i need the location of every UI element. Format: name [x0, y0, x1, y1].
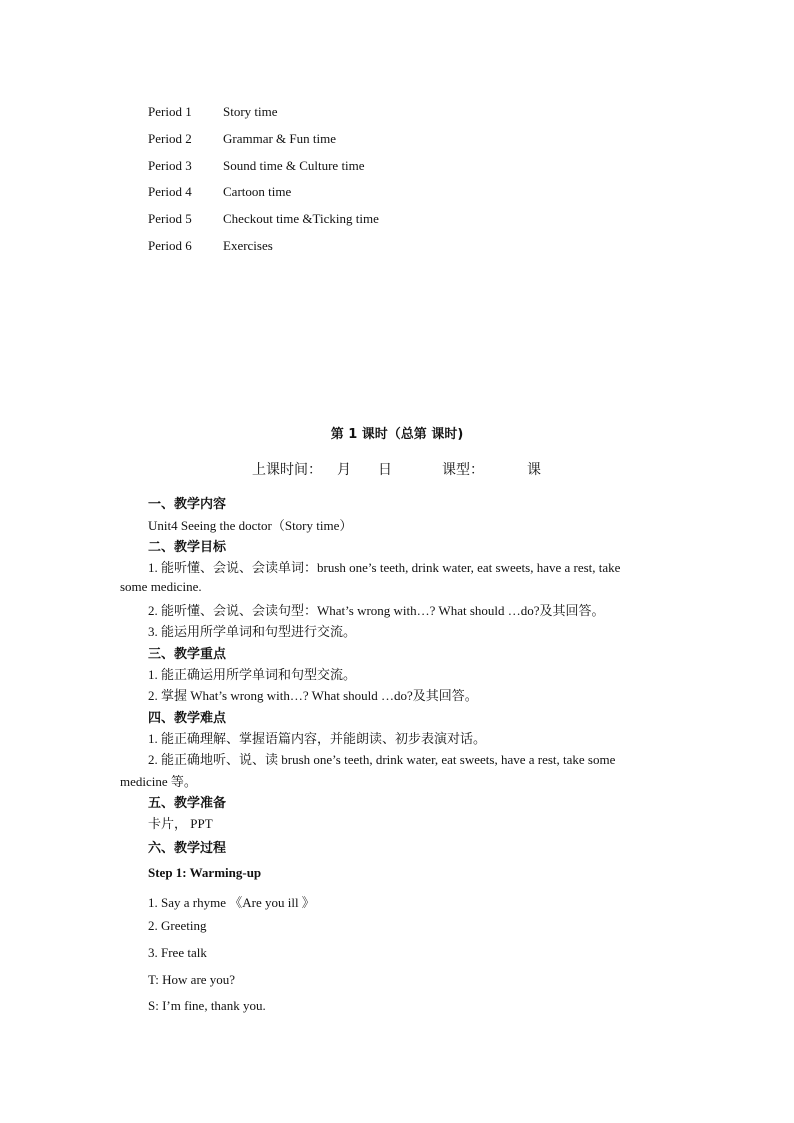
section-heading: 二、教学目标	[148, 540, 227, 555]
period-title: Cartoon time	[223, 184, 292, 199]
lesson-header: 第 1 课时（总第 课时)	[330, 427, 464, 442]
objective-item: 2. 能听懂、会说、会读句型：What’s wrong with…? What should …do?及其回答。	[148, 603, 605, 618]
section-heading: 三、教学重点	[148, 647, 227, 662]
period-number: Period 4	[148, 184, 192, 199]
difficulty-item-continued: medicine 等。	[120, 774, 197, 789]
step-heading: Step 1: Warming-up	[148, 865, 262, 880]
step-item: 2. Greeting	[148, 918, 207, 933]
section-text: Unit4 Seeing the doctor（Story time）	[148, 518, 353, 533]
period-title: Checkout time &Ticking time	[223, 211, 379, 226]
dialogue-line: T: How are you?	[148, 972, 236, 987]
day-label: 日	[378, 462, 392, 478]
section-heading: 五、教学准备	[148, 796, 227, 811]
objective-item: 1. 能听懂、会说、会读单词：brush one’s teeth, drink water, eat sweets, have a rest, take	[148, 560, 621, 575]
period-title: Sound time & Culture time	[223, 158, 365, 173]
period-title: Exercises	[223, 238, 273, 253]
lesson-label: 课	[527, 462, 541, 478]
period-number: Period 5	[148, 211, 192, 226]
key-point-item: 1. 能正确运用所学单词和句型交流。	[148, 667, 357, 682]
section-heading: 六、教学过程	[148, 841, 227, 856]
lesson-type-label: 课型：	[442, 462, 484, 478]
difficulty-item: 2. 能正确地听、说、读 brush one’s teeth, drink water, eat sweets, have a rest, take some	[148, 752, 616, 767]
objective-item: 3. 能运用所学单词和句型进行交流。	[148, 624, 357, 639]
step-item: 3. Free talk	[148, 945, 207, 960]
dialogue-line: S: I’m fine, thank you.	[148, 998, 266, 1013]
class-time-label: 上课时间：	[252, 462, 322, 478]
period-title: Grammar & Fun time	[223, 131, 337, 146]
period-number: Period 6	[148, 238, 192, 253]
period-number: Period 2	[148, 131, 192, 146]
month-label: 月	[337, 462, 351, 478]
difficulty-item: 1. 能正确理解、掌握语篇内容，并能朗读、初步表演对话。	[148, 731, 487, 746]
section-heading: 一、教学内容	[148, 497, 227, 512]
step-item: 1. Say a rhyme 《Are you ill 》	[148, 895, 315, 910]
period-number: Period 3	[148, 158, 192, 173]
period-title: Story time	[223, 104, 278, 119]
objective-item-continued: some medicine.	[120, 579, 202, 594]
key-point-item: 2. 掌握 What’s wrong with…? What should …do?及其回答。	[148, 688, 478, 703]
section-text: 卡片， PPT	[148, 816, 213, 831]
period-number: Period 1	[148, 104, 192, 119]
section-heading: 四、教学难点	[148, 711, 227, 726]
